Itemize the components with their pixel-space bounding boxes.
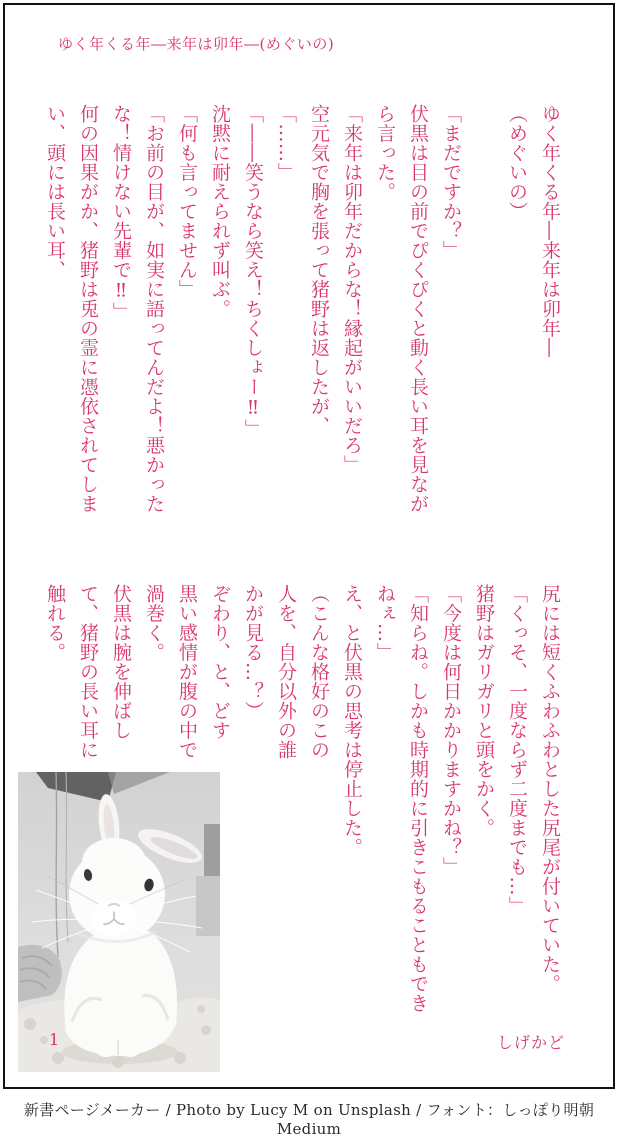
story-line: 「まだですか？」 (440, 104, 462, 260)
header-title: ゆく年くる年―来年は卯年―(めぐいの) (58, 35, 335, 53)
story-line: ら言った。 (374, 104, 396, 202)
story-line: て、猪野の長い耳に (77, 584, 99, 760)
story-line: 「何も言ってません」 (176, 104, 198, 299)
story-line: 「くっそ、一度ならず二度までも…」 (506, 584, 528, 916)
story-line: 猪野はガリガリと頭をかく。 (473, 584, 495, 838)
story-line: え、と伏黒の思考は停止した。 (341, 584, 363, 857)
story-line: 「……」 (275, 104, 297, 182)
story-line: ねぇ…」 (374, 584, 396, 662)
story-line: ぞわり、と、どす (209, 584, 231, 740)
story-line: 「知らね。しかも時期的に引きこもることもでき (407, 584, 429, 1013)
footer-credit: 新書ページメーカー / Photo by Lucy M on Unsplash / フォント：しっぽり明朝Medium (23, 1101, 595, 1138)
story-line: 触れる。 (44, 584, 66, 662)
story-line: 伏黒は腕を伸ばし (110, 584, 132, 740)
story-line: 「今度は何日かかりますかね？」 (440, 584, 462, 877)
story-line: 沈黙に耐えられず叫ぶ。 (209, 104, 231, 319)
story-line: 「来年は卯年だからな！縁起がいいだろ」 (341, 104, 363, 475)
story-line: 「お前の目が、如実に語ってんだよ！悪かった (143, 104, 165, 514)
story-line: （こんな格好のこの (308, 584, 330, 760)
story-line: 何の因果がか、猪野は兎の霊に憑依されてしま (77, 104, 99, 514)
story-line: ゆく年くる年―来年は卯年― (539, 104, 561, 358)
story-line: 空元気で胸を張って猪野は返したが、 (308, 104, 330, 436)
story-block-1 (38, 104, 566, 552)
story-line: 黒い感情が腹の中で (176, 584, 198, 760)
story-line: 伏黒は目の前でぴくぴくと動く長い耳を見なが (407, 104, 429, 514)
story-line: 「――笑うなら笑え！ちくしょー‼」 (242, 104, 264, 439)
story-line: な！情けない先輩で‼」 (110, 104, 132, 322)
story-line: 尻には短くふわふわとした尻尾が付いていた。 (539, 584, 561, 994)
story-line: 人を、自分以外の誰 (275, 584, 297, 760)
rabbit-photo (18, 772, 220, 1072)
story-line: 渦巻く。 (143, 584, 165, 662)
story-line: かが見る…？） (242, 584, 264, 721)
page-number: 1 (49, 1030, 60, 1049)
author-name: しげかど (496, 1033, 565, 1052)
story-line: い、頭には長い耳、 (44, 104, 66, 280)
story-line (467, 104, 500, 552)
story-line: （めぐいの） (506, 104, 528, 221)
